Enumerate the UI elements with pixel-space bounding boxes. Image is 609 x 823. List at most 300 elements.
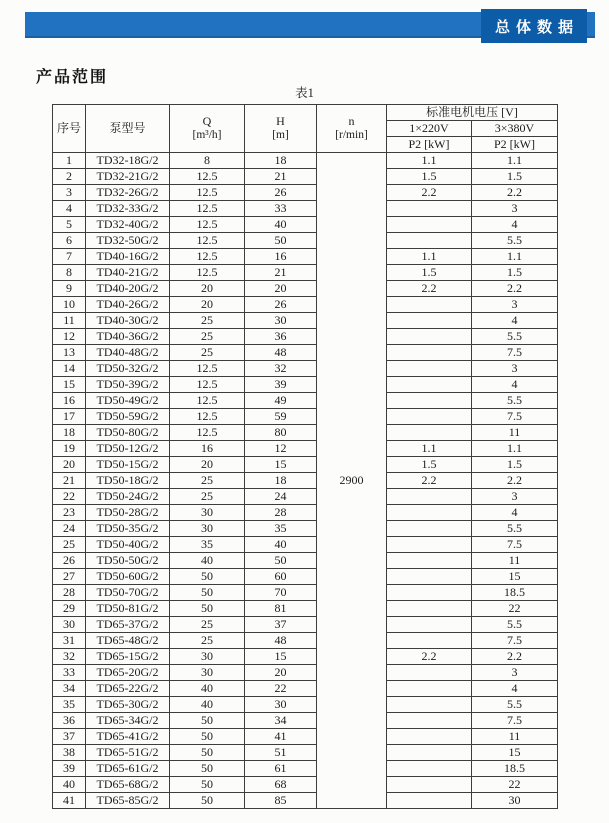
cell-model: TD50-80G/2 [86, 425, 170, 441]
cell-model: TD50-12G/2 [86, 441, 170, 457]
cell-model: TD50-39G/2 [86, 377, 170, 393]
cell-q: 40 [170, 553, 245, 569]
cell-q: 40 [170, 697, 245, 713]
col-header-h-unit: [m] [272, 128, 289, 141]
table-row [53, 729, 558, 745]
cell-no: 32 [53, 649, 86, 665]
cell-h: 41 [245, 729, 317, 745]
cell-model: TD50-70G/2 [86, 585, 170, 601]
cell-model: TD32-40G/2 [86, 217, 170, 233]
cell-model: TD40-30G/2 [86, 313, 170, 329]
cell-h: 26 [245, 185, 317, 201]
col-header-no: 序号 [53, 105, 86, 153]
table-row [53, 249, 558, 265]
cell-p2-380: 1.5 [472, 169, 558, 185]
cell-q: 16 [170, 441, 245, 457]
cell-n-merged: 2900 [317, 153, 387, 809]
page-header-title-box [481, 9, 587, 43]
cell-p2-220 [387, 297, 472, 313]
cell-q: 30 [170, 521, 245, 537]
product-table-body [53, 153, 558, 809]
cell-p2-220 [387, 361, 472, 377]
cell-q: 12.5 [170, 361, 245, 377]
col-header-380v: 3×380V [472, 121, 558, 137]
cell-p2-380: 2.2 [472, 473, 558, 489]
table-row [53, 489, 558, 505]
cell-model: TD65-68G/2 [86, 777, 170, 793]
table-header [53, 105, 558, 153]
cell-no: 18 [53, 425, 86, 441]
cell-p2-380: 2.2 [472, 649, 558, 665]
cell-model: TD50-40G/2 [86, 537, 170, 553]
cell-model: TD40-26G/2 [86, 297, 170, 313]
cell-model: TD65-61G/2 [86, 761, 170, 777]
cell-q: 8 [170, 153, 245, 169]
cell-q: 30 [170, 665, 245, 681]
cell-p2-380: 4 [472, 377, 558, 393]
cell-no: 9 [53, 281, 86, 297]
cell-q: 50 [170, 713, 245, 729]
cell-h: 24 [245, 489, 317, 505]
cell-q: 12.5 [170, 169, 245, 185]
cell-model: TD65-22G/2 [86, 681, 170, 697]
cell-model: TD50-60G/2 [86, 569, 170, 585]
cell-model: TD65-85G/2 [86, 793, 170, 809]
cell-no: 14 [53, 361, 86, 377]
cell-q: 50 [170, 777, 245, 793]
section-title: 产品范围 [36, 69, 109, 86]
cell-q: 12.5 [170, 249, 245, 265]
cell-q: 30 [170, 505, 245, 521]
cell-p2-380: 11 [472, 729, 558, 745]
cell-model: TD65-15G/2 [86, 649, 170, 665]
table-row [53, 201, 558, 217]
cell-q: 35 [170, 537, 245, 553]
cell-h: 21 [245, 265, 317, 281]
cell-model: TD40-36G/2 [86, 329, 170, 345]
cell-p2-380: 1.5 [472, 265, 558, 281]
cell-p2-380: 30 [472, 793, 558, 809]
cell-q: 12.5 [170, 265, 245, 281]
cell-q: 50 [170, 745, 245, 761]
cell-h: 85 [245, 793, 317, 809]
cell-no: 22 [53, 489, 86, 505]
cell-p2-220 [387, 505, 472, 521]
cell-p2-220: 2.2 [387, 185, 472, 201]
cell-h: 48 [245, 633, 317, 649]
cell-no: 37 [53, 729, 86, 745]
cell-p2-220 [387, 201, 472, 217]
cell-p2-380: 3 [472, 665, 558, 681]
cell-h: 50 [245, 233, 317, 249]
cell-p2-380: 1.5 [472, 457, 558, 473]
table-caption: 表1 [295, 86, 314, 100]
table-row [53, 313, 558, 329]
cell-p2-220 [387, 617, 472, 633]
table-row [53, 505, 558, 521]
cell-p2-380: 4 [472, 217, 558, 233]
cell-p2-220 [387, 425, 472, 441]
cell-p2-380: 1.1 [472, 441, 558, 457]
table-row [53, 441, 558, 457]
cell-q: 25 [170, 633, 245, 649]
cell-p2-220 [387, 233, 472, 249]
cell-no: 21 [53, 473, 86, 489]
table-row [53, 281, 558, 297]
cell-no: 8 [53, 265, 86, 281]
col-header-h [245, 105, 317, 153]
table-row [53, 537, 558, 553]
cell-h: 35 [245, 521, 317, 537]
cell-q: 25 [170, 313, 245, 329]
cell-no: 25 [53, 537, 86, 553]
cell-p2-220 [387, 665, 472, 681]
cell-h: 28 [245, 505, 317, 521]
cell-q: 12.5 [170, 185, 245, 201]
cell-h: 30 [245, 697, 317, 713]
table-row [53, 633, 558, 649]
cell-h: 59 [245, 409, 317, 425]
cell-p2-220 [387, 777, 472, 793]
table-row [53, 569, 558, 585]
table-row [53, 777, 558, 793]
cell-p2-380: 15 [472, 745, 558, 761]
cell-h: 34 [245, 713, 317, 729]
cell-q: 25 [170, 617, 245, 633]
cell-model: TD65-51G/2 [86, 745, 170, 761]
cell-p2-220 [387, 585, 472, 601]
cell-q: 20 [170, 457, 245, 473]
cell-p2-380: 11 [472, 553, 558, 569]
cell-h: 30 [245, 313, 317, 329]
cell-p2-220 [387, 537, 472, 553]
cell-p2-220: 1.5 [387, 265, 472, 281]
cell-no: 24 [53, 521, 86, 537]
cell-q: 50 [170, 585, 245, 601]
col-header-q [170, 105, 245, 153]
col-header-p2-380: P2 [kW] [472, 137, 558, 153]
table-row [53, 601, 558, 617]
table-row [53, 377, 558, 393]
table-row [53, 665, 558, 681]
cell-q: 50 [170, 793, 245, 809]
cell-model: TD65-41G/2 [86, 729, 170, 745]
cell-p2-220 [387, 729, 472, 745]
cell-h: 61 [245, 761, 317, 777]
table-row [53, 761, 558, 777]
table-row [53, 649, 558, 665]
cell-model: TD32-33G/2 [86, 201, 170, 217]
cell-no: 15 [53, 377, 86, 393]
cell-p2-220 [387, 345, 472, 361]
cell-p2-220: 2.2 [387, 473, 472, 489]
cell-h: 36 [245, 329, 317, 345]
table-row [53, 361, 558, 377]
col-header-n [317, 105, 387, 153]
cell-h: 70 [245, 585, 317, 601]
cell-model: TD50-35G/2 [86, 521, 170, 537]
cell-model: TD50-28G/2 [86, 505, 170, 521]
cell-no: 35 [53, 697, 86, 713]
table-row [53, 681, 558, 697]
table-row [53, 585, 558, 601]
table-row [53, 617, 558, 633]
table-row [53, 217, 558, 233]
header-row-1 [53, 105, 558, 121]
cell-no: 28 [53, 585, 86, 601]
cell-p2-380: 5.5 [472, 393, 558, 409]
cell-model: TD40-20G/2 [86, 281, 170, 297]
cell-model: TD65-20G/2 [86, 665, 170, 681]
page-header-title: 总体数据 [494, 18, 579, 36]
table-row [53, 345, 558, 361]
cell-p2-380: 22 [472, 777, 558, 793]
cell-p2-220 [387, 601, 472, 617]
cell-p2-220: 1.1 [387, 441, 472, 457]
cell-p2-380: 4 [472, 681, 558, 697]
cell-p2-220 [387, 745, 472, 761]
table-row [53, 169, 558, 185]
cell-h: 22 [245, 681, 317, 697]
cell-p2-220: 1.1 [387, 153, 472, 169]
cell-p2-380: 2.2 [472, 281, 558, 297]
cell-h: 18 [245, 473, 317, 489]
cell-q: 12.5 [170, 201, 245, 217]
cell-p2-380: 2.2 [472, 185, 558, 201]
cell-q: 25 [170, 345, 245, 361]
table-row [53, 425, 558, 441]
cell-h: 60 [245, 569, 317, 585]
cell-no: 23 [53, 505, 86, 521]
cell-p2-220 [387, 713, 472, 729]
cell-no: 30 [53, 617, 86, 633]
cell-p2-380: 15 [472, 569, 558, 585]
cell-p2-380: 4 [472, 505, 558, 521]
cell-model: TD32-21G/2 [86, 169, 170, 185]
cell-q: 12.5 [170, 377, 245, 393]
cell-p2-380: 7.5 [472, 537, 558, 553]
col-header-n-unit: [r/min] [335, 128, 368, 141]
table-row [53, 297, 558, 313]
table-row [53, 713, 558, 729]
cell-no: 12 [53, 329, 86, 345]
cell-q: 40 [170, 681, 245, 697]
col-header-p2-220: P2 [kW] [387, 137, 472, 153]
cell-h: 40 [245, 537, 317, 553]
col-header-h-symbol: H [276, 114, 285, 129]
cell-p2-380: 1.1 [472, 249, 558, 265]
col-header-q-symbol: Q [202, 114, 212, 129]
cell-q: 50 [170, 761, 245, 777]
table-row [53, 745, 558, 761]
cell-no: 3 [53, 185, 86, 201]
cell-model: TD50-50G/2 [86, 553, 170, 569]
table-row [53, 265, 558, 281]
cell-p2-220 [387, 681, 472, 697]
cell-no: 4 [53, 201, 86, 217]
table-row [53, 185, 558, 201]
cell-p2-380: 7.5 [472, 713, 558, 729]
cell-p2-220 [387, 217, 472, 233]
cell-p2-380: 18.5 [472, 585, 558, 601]
cell-p2-220: 1.1 [387, 249, 472, 265]
cell-p2-380: 22 [472, 601, 558, 617]
cell-p2-380: 7.5 [472, 633, 558, 649]
cell-no: 26 [53, 553, 86, 569]
cell-q: 20 [170, 281, 245, 297]
table-row [53, 553, 558, 569]
cell-q: 12.5 [170, 425, 245, 441]
cell-model: TD65-48G/2 [86, 633, 170, 649]
cell-model: TD50-18G/2 [86, 473, 170, 489]
cell-q: 12.5 [170, 393, 245, 409]
cell-p2-220 [387, 329, 472, 345]
cell-h: 18 [245, 153, 317, 169]
table-row [53, 409, 558, 425]
cell-no: 2 [53, 169, 86, 185]
cell-q: 25 [170, 329, 245, 345]
cell-q: 50 [170, 729, 245, 745]
cell-h: 32 [245, 361, 317, 377]
cell-q: 12.5 [170, 409, 245, 425]
cell-h: 50 [245, 553, 317, 569]
cell-p2-380: 3 [472, 361, 558, 377]
table-row [53, 329, 558, 345]
table-row [53, 793, 558, 809]
cell-no: 7 [53, 249, 86, 265]
cell-p2-220 [387, 521, 472, 537]
cell-h: 26 [245, 297, 317, 313]
cell-h: 81 [245, 601, 317, 617]
cell-h: 37 [245, 617, 317, 633]
cell-no: 39 [53, 761, 86, 777]
cell-p2-220 [387, 393, 472, 409]
cell-p2-380: 3 [472, 489, 558, 505]
table-row [53, 233, 558, 249]
cell-no: 33 [53, 665, 86, 681]
product-range-table [52, 104, 558, 809]
cell-p2-380: 5.5 [472, 697, 558, 713]
cell-model: TD65-37G/2 [86, 617, 170, 633]
cell-p2-220 [387, 313, 472, 329]
cell-no: 29 [53, 601, 86, 617]
cell-p2-380: 3 [472, 297, 558, 313]
cell-h: 49 [245, 393, 317, 409]
cell-model: TD50-49G/2 [86, 393, 170, 409]
cell-p2-380: 5.5 [472, 329, 558, 345]
cell-no: 17 [53, 409, 86, 425]
cell-model: TD32-50G/2 [86, 233, 170, 249]
cell-p2-380: 4 [472, 313, 558, 329]
table-row [53, 393, 558, 409]
table-row [53, 697, 558, 713]
cell-h: 12 [245, 441, 317, 457]
cell-no: 6 [53, 233, 86, 249]
cell-no: 40 [53, 777, 86, 793]
cell-h: 15 [245, 457, 317, 473]
cell-p2-220 [387, 489, 472, 505]
col-header-220v: 1×220V [387, 121, 472, 137]
cell-model: TD50-59G/2 [86, 409, 170, 425]
cell-q: 50 [170, 569, 245, 585]
cell-p2-220 [387, 377, 472, 393]
cell-p2-380: 11 [472, 425, 558, 441]
cell-no: 13 [53, 345, 86, 361]
cell-model: TD40-16G/2 [86, 249, 170, 265]
cell-p2-220: 1.5 [387, 169, 472, 185]
cell-p2-380: 7.5 [472, 345, 558, 361]
cell-q: 30 [170, 649, 245, 665]
table-row [53, 473, 558, 489]
cell-h: 48 [245, 345, 317, 361]
cell-model: TD50-32G/2 [86, 361, 170, 377]
cell-no: 1 [53, 153, 86, 169]
cell-p2-220 [387, 409, 472, 425]
table-row [53, 457, 558, 473]
cell-q: 25 [170, 489, 245, 505]
cell-no: 41 [53, 793, 86, 809]
cell-p2-380: 18.5 [472, 761, 558, 777]
cell-p2-220: 1.5 [387, 457, 472, 473]
cell-p2-220 [387, 761, 472, 777]
cell-model: TD65-34G/2 [86, 713, 170, 729]
cell-no: 34 [53, 681, 86, 697]
cell-p2-220: 2.2 [387, 649, 472, 665]
cell-p2-380: 5.5 [472, 617, 558, 633]
cell-q: 25 [170, 473, 245, 489]
cell-q: 20 [170, 297, 245, 313]
cell-h: 16 [245, 249, 317, 265]
col-header-model: 泵型号 [86, 105, 170, 153]
cell-p2-380: 1.1 [472, 153, 558, 169]
cell-model: TD65-30G/2 [86, 697, 170, 713]
cell-p2-380: 5.5 [472, 233, 558, 249]
col-header-voltage: 标准电机电压 [V] [387, 105, 558, 121]
cell-p2-220 [387, 793, 472, 809]
cell-model: TD50-81G/2 [86, 601, 170, 617]
cell-model: TD50-24G/2 [86, 489, 170, 505]
cell-no: 20 [53, 457, 86, 473]
cell-h: 15 [245, 649, 317, 665]
col-header-q-unit: [m³/h] [192, 128, 222, 141]
cell-model: TD32-18G/2 [86, 153, 170, 169]
cell-no: 31 [53, 633, 86, 649]
cell-h: 40 [245, 217, 317, 233]
cell-h: 51 [245, 745, 317, 761]
cell-h: 68 [245, 777, 317, 793]
cell-h: 39 [245, 377, 317, 393]
cell-p2-220 [387, 633, 472, 649]
cell-q: 12.5 [170, 217, 245, 233]
cell-p2-220: 2.2 [387, 281, 472, 297]
cell-no: 38 [53, 745, 86, 761]
cell-h: 33 [245, 201, 317, 217]
cell-model: TD40-48G/2 [86, 345, 170, 361]
cell-no: 16 [53, 393, 86, 409]
cell-p2-220 [387, 697, 472, 713]
cell-p2-380: 3 [472, 201, 558, 217]
cell-h: 21 [245, 169, 317, 185]
cell-p2-380: 5.5 [472, 521, 558, 537]
cell-no: 11 [53, 313, 86, 329]
cell-q: 50 [170, 601, 245, 617]
cell-no: 5 [53, 217, 86, 233]
cell-p2-220 [387, 553, 472, 569]
cell-q: 12.5 [170, 233, 245, 249]
cell-h: 20 [245, 665, 317, 681]
cell-h: 80 [245, 425, 317, 441]
cell-model: TD32-26G/2 [86, 185, 170, 201]
